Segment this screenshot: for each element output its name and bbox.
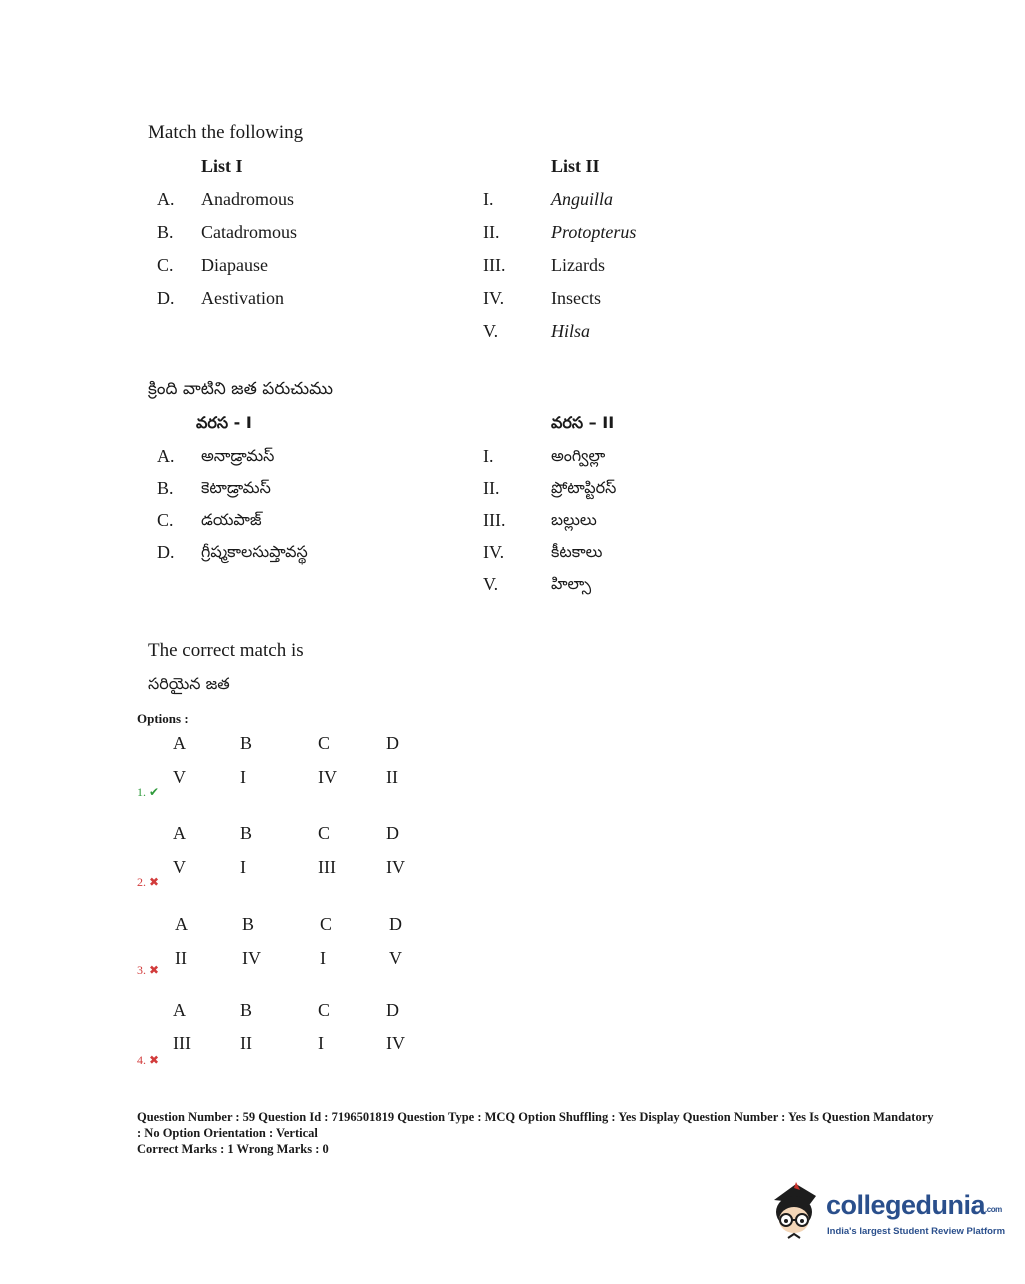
option-header: D bbox=[386, 823, 399, 843]
list1-letter: A. bbox=[157, 189, 175, 209]
list2-numeral: II. bbox=[483, 222, 500, 242]
option-header: C bbox=[318, 823, 331, 843]
option-value: V bbox=[173, 767, 186, 787]
list1-item: Aestivation bbox=[201, 288, 284, 308]
option-header: B bbox=[242, 914, 255, 934]
list2-item: ప్రోటాప్టిరస్ bbox=[551, 478, 617, 497]
options-label: Options : bbox=[137, 711, 189, 726]
option-header: A bbox=[173, 733, 186, 753]
cross-icon: ✖ bbox=[149, 963, 160, 977]
option-value: III bbox=[318, 857, 336, 877]
option-value: I bbox=[318, 1033, 324, 1053]
option-value: I bbox=[240, 857, 246, 877]
list1-header-te: వరస - I bbox=[196, 413, 252, 432]
option-value: IV bbox=[386, 857, 405, 877]
list2-item: Lizards bbox=[551, 255, 605, 275]
option-value: IV bbox=[386, 1033, 405, 1053]
list1-letter: B. bbox=[157, 222, 174, 242]
list1-item: గ్రీష్మకాలసుప్తావస్థ bbox=[201, 542, 308, 561]
option-header: D bbox=[386, 733, 399, 753]
list2-numeral: I. bbox=[483, 446, 494, 466]
logo-suffix: .com bbox=[985, 1205, 1002, 1214]
option-header: C bbox=[318, 1000, 331, 1020]
option-number-2[interactable] bbox=[137, 875, 159, 890]
question-prompt-en: Match the following bbox=[148, 122, 304, 143]
list2-item: Insects bbox=[551, 288, 601, 308]
collegedunia-logo bbox=[766, 1178, 1006, 1248]
list2-item: Hilsa bbox=[551, 321, 591, 341]
list1-item: అనాడ్రామస్ bbox=[201, 446, 275, 465]
list1-letter: A. bbox=[157, 446, 175, 466]
list2-numeral: V. bbox=[483, 321, 499, 341]
option-header: A bbox=[173, 1000, 186, 1020]
correct-match-label-en: The correct match is bbox=[148, 640, 304, 661]
option-number-3[interactable] bbox=[137, 963, 159, 978]
list2-item: బల్లులు bbox=[551, 510, 597, 529]
correct-match-label-te: సరియైన జత bbox=[148, 674, 230, 693]
cross-icon: ✖ bbox=[149, 875, 160, 889]
list2-header-te: వరస – II bbox=[551, 413, 615, 432]
option-value: II bbox=[175, 948, 187, 968]
check-icon: ✔ bbox=[149, 785, 160, 799]
option-value: IV bbox=[318, 767, 337, 787]
list2-item: Anguilla bbox=[551, 189, 613, 209]
option-value: I bbox=[320, 948, 326, 968]
option-number-text: 3. bbox=[137, 963, 146, 977]
list2-header-en: List II bbox=[551, 156, 600, 176]
option-number-4[interactable] bbox=[137, 1053, 159, 1068]
option-value: II bbox=[240, 1033, 252, 1053]
question-meta: Question Number : 59 Question Id : 7196501819 Question Type : MCQ Option Shuffling : Yes Display Question Number : Yes Is Question Mandatory : No Option Orientation : Vertical bbox=[137, 1110, 934, 1140]
list1-letter: C. bbox=[157, 510, 174, 530]
question-prompt-te: క్రింది వాటిని జత పరుచుము bbox=[148, 379, 333, 399]
option-value: V bbox=[389, 948, 402, 968]
list1-header-en: List I bbox=[201, 156, 243, 176]
option-number-text: 1. bbox=[137, 785, 146, 799]
list1-letter: D. bbox=[157, 542, 175, 562]
list1-item: Diapause bbox=[201, 255, 268, 275]
list2-item: అంగ్విల్లా bbox=[551, 446, 606, 465]
list2-numeral: III. bbox=[483, 255, 506, 275]
list1-item: Catadromous bbox=[201, 222, 297, 242]
option-number-1[interactable] bbox=[137, 785, 159, 800]
option-header: C bbox=[320, 914, 333, 934]
list2-item: హిల్సా bbox=[551, 574, 592, 593]
list2-numeral: I. bbox=[483, 189, 494, 209]
list2-numeral: IV. bbox=[483, 288, 505, 308]
option-value: I bbox=[240, 767, 246, 787]
option-header: B bbox=[240, 1000, 253, 1020]
list2-numeral: III. bbox=[483, 510, 506, 530]
list2-numeral: II. bbox=[483, 478, 500, 498]
list1-item: Anadromous bbox=[201, 189, 294, 209]
option-header: B bbox=[240, 733, 253, 753]
list1-item: కెటాడ్రామస్ bbox=[201, 478, 271, 497]
option-number-text: 4. bbox=[137, 1053, 146, 1067]
list1-item: డయపాజ్ bbox=[201, 510, 262, 529]
logo-tagline: India's largest Student Review Platform bbox=[827, 1226, 1006, 1237]
mascot-icon bbox=[766, 1178, 826, 1244]
option-value: V bbox=[173, 857, 186, 877]
list1-letter: B. bbox=[157, 478, 174, 498]
option-header: D bbox=[389, 914, 402, 934]
option-header: A bbox=[173, 823, 186, 843]
list1-letter: D. bbox=[157, 288, 175, 308]
list2-numeral: V. bbox=[483, 574, 499, 594]
option-header: B bbox=[240, 823, 253, 843]
option-value: II bbox=[386, 767, 398, 787]
option-value: IV bbox=[242, 948, 261, 968]
option-number-text: 2. bbox=[137, 875, 146, 889]
list2-numeral: IV. bbox=[483, 542, 505, 562]
logo-name: collegedunia bbox=[826, 1190, 986, 1220]
option-header: C bbox=[318, 733, 331, 753]
list1-letter: C. bbox=[157, 255, 174, 275]
cross-icon: ✖ bbox=[149, 1053, 160, 1067]
list2-item: కీటకాలు bbox=[551, 542, 603, 561]
option-header: A bbox=[175, 914, 188, 934]
list2-item: Protopterus bbox=[551, 222, 637, 242]
question-marks: Correct Marks : 1 Wrong Marks : 0 bbox=[137, 1142, 329, 1156]
option-header: D bbox=[386, 1000, 399, 1020]
option-value: III bbox=[173, 1033, 191, 1053]
